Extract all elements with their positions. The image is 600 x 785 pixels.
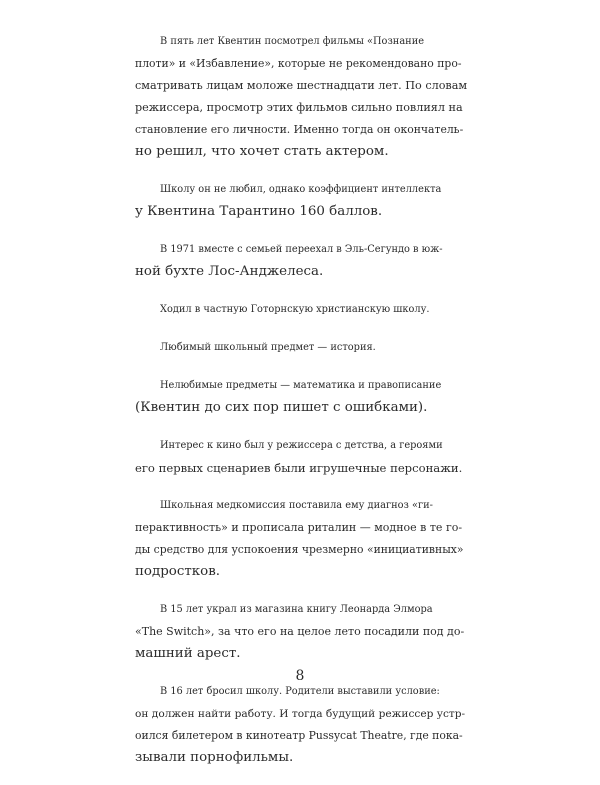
paragraph [135,179,467,223]
text-line: подростков. [135,564,220,579]
text-line: Школьная медкомиссия поставила ему диагноз «ги- [160,500,433,511]
text-line: машний арест. [135,646,241,661]
text-line: Ходил в частную Готорнскую христианскую школу. [160,304,430,315]
text-line: Любимый школьный предмет — история. [160,342,376,353]
text-line: у Квентина Тарантино 160 баллов. [135,204,383,219]
text-line: «The Switch», за что его на целое лето посадили под до- [135,625,465,638]
paragraph [135,31,467,163]
text-line: его первых сценариев были игрушечные персонажи. [135,461,463,475]
text-line: Школу он не любил, однако коэффициент интеллекта [160,184,442,195]
text-line: сматривать лицам моложе шестнадцати лет. По словам [135,79,468,92]
paragraph [135,375,467,419]
text-line: В 16 лет бросил школу. Родители выставили условие: [160,686,440,697]
paragraph [135,239,467,283]
text-line: В 1971 вместе с семьей переехал в Эль-Сегундо в юж- [160,244,443,255]
text-line: ды средство для успокоения чрезмерно «инициативных» [135,543,464,556]
page-number: 8 [295,668,305,684]
paragraph [135,299,467,321]
text-line: (Квентин до сих пор пишет с ошибками). [135,400,428,415]
text-line: ной бухте Лос-Анджелеса. [135,264,324,279]
text-line: он должен найти работу. И тогда будущий режиссер устр- [135,708,466,720]
text-line: Нелюбимые предметы — математика и правописание [160,380,442,391]
text-line: В пять лет Квентин посмотрел фильмы «Познание [160,36,425,47]
text-line: В 15 лет украл из магазина книгу Леонарда Элмора [160,604,433,615]
paragraph [135,435,467,479]
text-line: режиссера, просмотр этих фильмов сильно повлиял на [135,101,463,114]
text-line: становление его личности. Именно тогда он окончатель- [135,123,464,136]
text-line: зывали порнофильмы. [135,750,294,765]
text-line: но решил, что хочет стать актером. [135,144,389,159]
text-line: плоти» и «Избавление», которые не рекомендовано про- [135,57,462,70]
text-line: оился билетером в кинотеатр Pussycat Theatre, где пока- [135,729,463,742]
paragraph [135,599,467,665]
text-line: перактивность» и прописала риталин — модное в те го- [135,521,463,534]
paragraph [135,495,467,583]
paragraph [135,337,467,359]
paragraph [135,681,467,769]
text-line: Интерес к кино был у режиссера с детства, а героями [160,440,443,451]
